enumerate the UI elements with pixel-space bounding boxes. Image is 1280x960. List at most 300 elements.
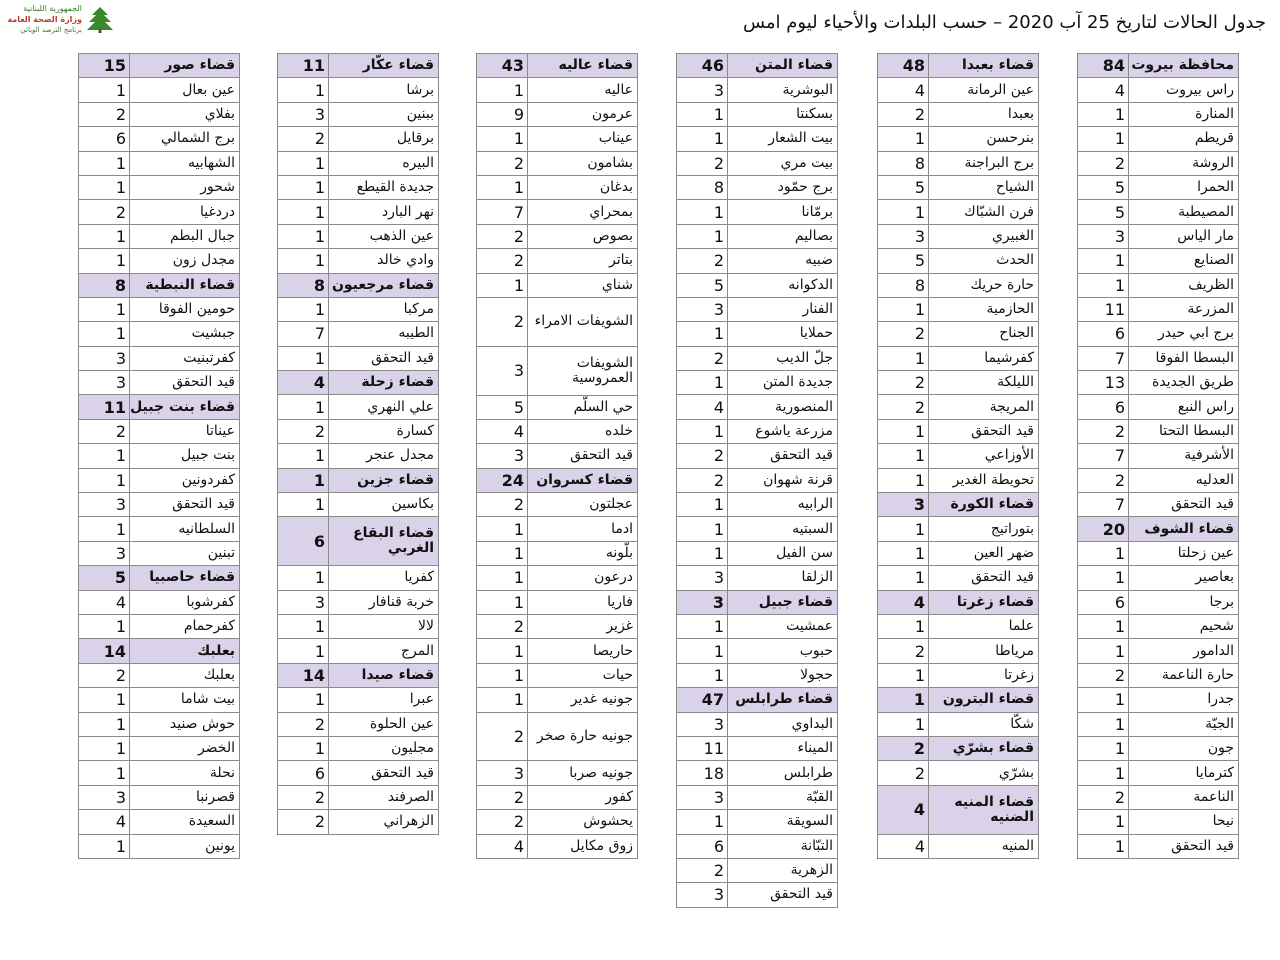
locality-row [278,297,439,321]
district-header-row [278,371,439,395]
logo-line-republic: الجمهورية اللبنانية [23,4,82,13]
case-count: 1 [79,175,130,199]
case-count: 1 [677,541,728,565]
locality-row [878,444,1039,468]
locality-name: عين بعال [130,78,240,102]
locality-name: الشهابيه [130,151,240,175]
locality-row [677,127,838,151]
locality-name: بنرحسن [929,127,1039,151]
locality-row [878,78,1039,102]
case-count: 6 [1078,322,1129,346]
case-count: 1 [278,249,329,273]
locality-name: الطيبه [329,322,439,346]
case-count: 1 [878,566,929,590]
locality-name: كترمايا [1129,761,1239,785]
district-total: 48 [878,54,929,78]
case-count: 11 [1078,297,1129,321]
locality-row [1078,712,1239,736]
locality-row [79,493,240,517]
district-header-row [79,566,240,590]
locality-name: برجا [1129,590,1239,614]
case-count: 1 [79,78,130,102]
locality-row [1078,688,1239,712]
case-count: 3 [477,761,528,785]
locality-row [677,395,838,419]
locality-row [878,224,1039,248]
case-count: 2 [1078,785,1129,809]
locality-name: حجولا [728,663,838,687]
locality-row [477,590,638,614]
case-count: 1 [79,297,130,321]
locality-name: عيناتا [130,419,240,443]
district-name: قضاء بعبدا [929,54,1039,78]
locality-name: عمشيت [728,614,838,638]
case-count: 1 [1078,566,1129,590]
locality-name: قصرنبا [130,785,240,809]
locality-name: برج حمّود [728,175,838,199]
locality-row [79,346,240,370]
case-count: 1 [79,761,130,785]
locality-row [278,785,439,809]
case-count: 4 [1078,78,1129,102]
locality-name: جونيه حارة صخر [528,712,638,761]
locality-name: البسطا الفوقا [1129,346,1239,370]
locality-row [878,175,1039,199]
locality-name: الزهراني [329,810,439,834]
case-count: 1 [677,639,728,663]
locality-name: ضهر العين [929,541,1039,565]
locality-row [677,102,838,126]
locality-row [677,371,838,395]
locality-name: قيد التحقق [1129,834,1239,858]
locality-name: جونيه صربا [528,761,638,785]
case-count: 1 [1078,810,1129,834]
locality-name: عرمون [528,102,638,126]
locality-row [677,639,838,663]
case-count: 1 [677,493,728,517]
case-count: 1 [477,127,528,151]
locality-row [878,566,1039,590]
case-count: 1 [878,297,929,321]
locality-row [878,273,1039,297]
case-count: 9 [477,102,528,126]
locality-name: مزرعة ياشوع [728,419,838,443]
case-count: 1 [278,395,329,419]
locality-row [677,883,838,907]
locality-row [677,810,838,834]
district-total: 2 [878,736,929,760]
district-header-row [278,663,439,687]
locality-row [79,785,240,809]
district-total: 46 [677,54,728,78]
locality-row [477,395,638,419]
locality-row [278,810,439,834]
district-total: 84 [1078,54,1129,78]
case-count: 6 [79,127,130,151]
locality-row [477,493,638,517]
case-count: 1 [79,712,130,736]
locality-name: فاريا [528,590,638,614]
locality-name: بشامون [528,151,638,175]
district-name: قضاء طرابلس [728,688,838,712]
case-count: 1 [878,663,929,687]
case-count: 1 [79,322,130,346]
locality-row [878,419,1039,443]
locality-row [477,566,638,590]
locality-row [878,297,1039,321]
locality-name: مركبا [329,297,439,321]
locality-row [1078,663,1239,687]
case-count: 2 [1078,419,1129,443]
locality-name: كفرحمام [130,614,240,638]
locality-row [278,127,439,151]
locality-name: برج ابي حيدر [1129,322,1239,346]
case-count: 2 [477,151,528,175]
locality-name: الأوزاعي [929,444,1039,468]
locality-name: الجناح [929,322,1039,346]
locality-name: المصيطبة [1129,200,1239,224]
locality-row [79,151,240,175]
logo-line-program: برنامج الترصد الوبائي [20,26,82,34]
case-count: 2 [878,102,929,126]
case-count: 2 [477,224,528,248]
locality-row [477,151,638,175]
district-total: 15 [79,54,130,78]
case-count: 1 [278,639,329,663]
case-count: 1 [878,200,929,224]
locality-name: بعاصير [1129,566,1239,590]
locality-row [278,736,439,760]
locality-name: جديدة المتن [728,371,838,395]
case-count: 1 [477,639,528,663]
case-count: 1 [79,834,130,858]
locality-name: نيحا [1129,810,1239,834]
locality-name: الميناء [728,736,838,760]
locality-row [677,517,838,541]
case-count: 5 [477,395,528,419]
case-count: 1 [677,102,728,126]
locality-row [79,322,240,346]
locality-name: ببنين [329,102,439,126]
locality-name: بكاسين [329,493,439,517]
case-count: 2 [79,200,130,224]
case-count: 6 [1078,590,1129,614]
locality-row [1078,102,1239,126]
locality-row [1078,127,1239,151]
locality-row [1078,346,1239,370]
case-count: 2 [878,371,929,395]
locality-row [1078,78,1239,102]
locality-row [878,322,1039,346]
case-count: 2 [677,444,728,468]
case-count: 1 [677,127,728,151]
locality-name: برشا [329,78,439,102]
district-total: 3 [677,590,728,614]
locality-name: الجيّة [1129,712,1239,736]
case-count: 1 [677,663,728,687]
locality-row [477,419,638,443]
district-header-row [1078,517,1239,541]
locality-row [278,175,439,199]
locality-name: بنت جبيل [130,444,240,468]
locality-name: جلّ الديب [728,346,838,370]
locality-row [878,151,1039,175]
logo-line-ministry: وزارة الصحة العامة [7,15,82,24]
locality-row [477,688,638,712]
case-count: 1 [1078,736,1129,760]
locality-row [79,224,240,248]
district-header-row [878,493,1039,517]
locality-row [1078,371,1239,395]
case-count: 5 [1078,175,1129,199]
locality-name: ادما [528,517,638,541]
case-count: 1 [79,736,130,760]
case-count: 8 [878,273,929,297]
locality-name: بسكنتا [728,102,838,126]
district-header-row [79,54,240,78]
district-header-row [278,468,439,492]
locality-row [1078,761,1239,785]
district-name: قضاء حاصبيا [130,566,240,590]
locality-row [677,663,838,687]
case-count: 5 [878,175,929,199]
locality-row [79,444,240,468]
locality-row [1078,639,1239,663]
case-count: 2 [79,419,130,443]
locality-name: الدكوانه [728,273,838,297]
locality-row [278,224,439,248]
locality-row [477,517,638,541]
ministry-logo [8,4,118,38]
case-count: 7 [278,322,329,346]
locality-name: عيناب [528,127,638,151]
case-count: 1 [79,249,130,273]
locality-row [677,151,838,175]
locality-name: البيره [329,151,439,175]
locality-name: فرن الشبّاك [929,200,1039,224]
case-count: 2 [477,615,528,639]
district-total: 6 [278,517,329,566]
case-count: 4 [878,834,929,858]
locality-name: وادي خالد [329,249,439,273]
locality-row [477,273,638,297]
district-header-row [878,590,1039,614]
locality-name: بلّونه [528,541,638,565]
locality-name: بيت الشعار [728,127,838,151]
case-count: 1 [477,541,528,565]
district-header-row [878,736,1039,760]
locality-name: حارة حريك [929,273,1039,297]
locality-row [278,688,439,712]
case-count: 2 [477,810,528,834]
case-count: 1 [477,273,528,297]
district-name: قضاء صور [130,54,240,78]
case-count: 2 [677,858,728,882]
case-count: 2 [477,249,528,273]
case-count: 7 [1078,346,1129,370]
district-name: قضاء المنيه الضنيه [929,785,1039,834]
district-header-row [878,785,1039,834]
locality-row [1078,493,1239,517]
locality-name: الناعمة [1129,785,1239,809]
district-name: قضاء صيدا [329,663,439,687]
case-count: 1 [477,517,528,541]
district-column-table [277,53,439,835]
locality-row [278,249,439,273]
locality-name: الحدث [929,249,1039,273]
locality-row [878,614,1039,638]
case-count: 2 [477,297,528,346]
locality-name: علي النهري [329,395,439,419]
case-count: 1 [878,517,929,541]
case-count: 3 [677,297,728,321]
locality-row [477,224,638,248]
locality-name: بمحراي [528,200,638,224]
locality-name: المزرعة [1129,297,1239,321]
locality-row [477,102,638,126]
case-count: 1 [878,468,929,492]
district-header-row [477,54,638,78]
locality-name: قيد التحقق [130,493,240,517]
locality-row [79,468,240,492]
district-column-table [676,53,838,908]
locality-name: نحلة [130,761,240,785]
case-count: 2 [1078,151,1129,175]
district-header-row [477,468,638,492]
locality-row [677,444,838,468]
locality-row [477,249,638,273]
locality-name: كفور [528,785,638,809]
locality-name: خربة قنافار [329,590,439,614]
locality-row [278,151,439,175]
case-count: 7 [1078,493,1129,517]
locality-name: زغرتا [929,663,1039,687]
district-name: قضاء المتن [728,54,838,78]
locality-row [477,297,638,346]
case-count: 3 [677,712,728,736]
locality-name: عاليه [528,78,638,102]
locality-name: شناي [528,273,638,297]
locality-name: قيد التحقق [728,883,838,907]
case-count: 2 [878,761,929,785]
district-total: 47 [677,688,728,712]
locality-row [677,224,838,248]
locality-row [477,761,638,785]
locality-row [878,517,1039,541]
district-name: قضاء جبيل [728,590,838,614]
case-count: 1 [878,419,929,443]
locality-name: برمّانا [728,200,838,224]
locality-row [79,175,240,199]
district-name: قضاء البقاع الغربي [329,517,439,566]
locality-name: قريطم [1129,127,1239,151]
case-count: 2 [477,712,528,761]
locality-row [278,102,439,126]
locality-name: حوش صنيد [130,712,240,736]
locality-row [79,78,240,102]
case-count: 2 [278,785,329,809]
case-count: 2 [1078,468,1129,492]
case-count: 3 [477,444,528,468]
locality-row [1078,249,1239,273]
district-name: محافظة بيروت [1129,54,1239,78]
locality-row [878,761,1039,785]
district-header-row [878,688,1039,712]
case-count: 1 [1078,541,1129,565]
locality-name: جونيه غدير [528,688,638,712]
case-count: 1 [477,688,528,712]
locality-name: طرابلس [728,761,838,785]
locality-row [677,566,838,590]
locality-name: مرياطا [929,639,1039,663]
case-count: 2 [79,102,130,126]
locality-name: الغبيري [929,224,1039,248]
case-count: 1 [878,712,929,736]
locality-name: قيد التحقق [929,566,1039,590]
locality-row [79,419,240,443]
case-count: 1 [278,200,329,224]
locality-row [477,444,638,468]
case-count: 1 [1078,249,1129,273]
case-count: 1 [677,614,728,638]
locality-row [677,78,838,102]
locality-name: راس النبع [1129,395,1239,419]
locality-name: قرنة شهوان [728,468,838,492]
case-count: 2 [278,712,329,736]
case-count: 3 [79,346,130,370]
locality-name: نهر البارد [329,200,439,224]
case-count: 2 [79,663,130,687]
locality-name: مجدل زون [130,249,240,273]
locality-name: الأشرفية [1129,444,1239,468]
case-count: 1 [677,371,728,395]
locality-row [1078,273,1239,297]
locality-name: بيت مري [728,151,838,175]
case-count: 3 [79,541,130,565]
case-count: 3 [1078,224,1129,248]
locality-row [1078,297,1239,321]
locality-name: حبوب [728,639,838,663]
locality-row [677,297,838,321]
case-count: 1 [1078,761,1129,785]
case-count: 3 [677,883,728,907]
locality-name: الخضر [130,736,240,760]
locality-row [79,663,240,687]
locality-name: بعلبك [130,663,240,687]
locality-name: يونين [130,834,240,858]
locality-row [477,810,638,834]
locality-name: زوق مكايل [528,834,638,858]
district-total: 8 [79,273,130,297]
locality-name: لالا [329,615,439,639]
locality-row [79,810,240,834]
locality-name: الظريف [1129,273,1239,297]
district-header-row [677,590,838,614]
locality-row [677,322,838,346]
locality-row [677,834,838,858]
locality-row [278,200,439,224]
locality-row [477,615,638,639]
locality-name: كفريا [329,566,439,590]
locality-row [878,639,1039,663]
locality-name: عين الحلوة [329,712,439,736]
case-count: 1 [477,590,528,614]
locality-row [1078,614,1239,638]
case-count: 1 [878,614,929,638]
locality-row [878,249,1039,273]
locality-row [79,541,240,565]
case-count: 1 [1078,102,1129,126]
